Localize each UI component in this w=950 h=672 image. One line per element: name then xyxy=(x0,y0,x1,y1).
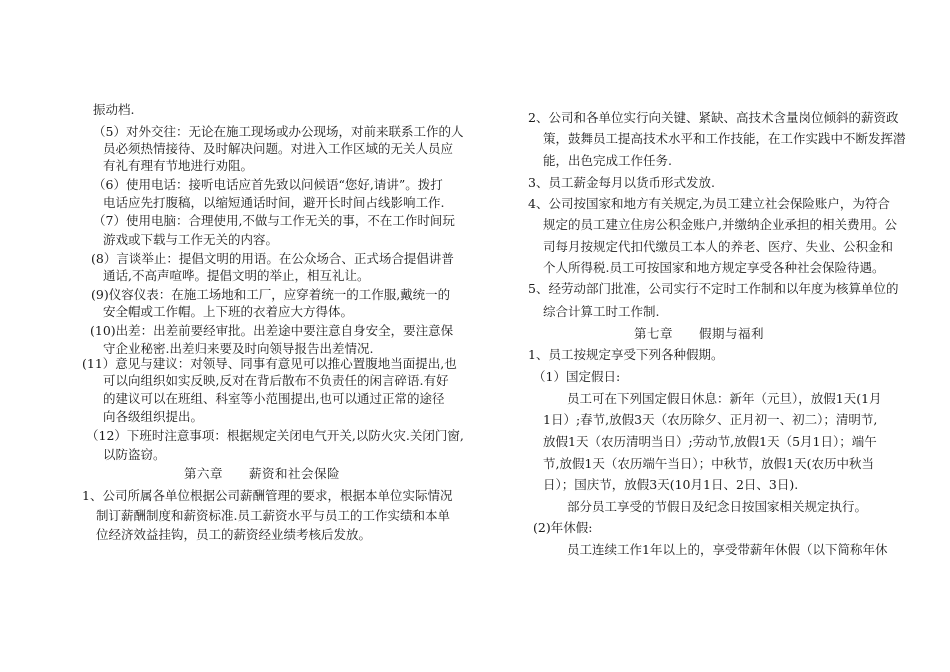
text-line: 能，出色完成工作任务. xyxy=(543,153,672,168)
chapter-heading: 第六章 薪资和社会保险 xyxy=(184,466,341,481)
text-line: (2)年休假: xyxy=(533,520,593,535)
text-line: 员工连续工作1年以上的，享受带薪年休假（以下简称年休 xyxy=(567,542,888,557)
text-line: 个人所得税.员工可按国家和地方规定享受各种社会保险待遇。 xyxy=(543,260,885,275)
text-line: 1日）;春节,放假3天（农历除夕、正月初一、初二）；清明节, xyxy=(543,412,878,427)
text-line: 员工可在下列国定假日休息：新年（元旦），放假1天(1月 xyxy=(567,391,882,406)
text-line: 1、员工按规定享受下列各种假期。 xyxy=(528,347,724,362)
text-line: 放假1天（农历清明当日）;劳动节,放假1天（5月1日）；端午 xyxy=(543,434,877,449)
text-line: 向各级组织提出。 xyxy=(103,409,204,424)
text-line: (10)出差：出差前要经审批。出差途中要注意自身安全，要注意保 xyxy=(90,323,454,338)
text-line: 位经济效益挂钩，员工的薪资经业绩考核后发放。 xyxy=(96,527,372,542)
text-line: （12）下班时注意事项：根据规定关闭电气开关,以防火灾.关闭门窗, xyxy=(86,428,464,443)
text-line: （5）对外交往：无论在施工现场或办公现场，对前来联系工作的人 xyxy=(93,124,464,139)
text-line: 安全帽或工作帽。上下班的衣着应大方得体。 xyxy=(103,304,354,319)
text-line: 部分员工享受的节假日及纪念日按国家相关规定执行。 xyxy=(567,499,868,514)
text-line: 电话应先打腹稿，以缩短通话时间，避开长时间占线影响工作. xyxy=(103,195,445,210)
text-line: 有礼有理有节地进行劝阻。 xyxy=(103,158,254,173)
text-line: 2、公司和各单位实行向关键、紧缺、高技术含量岗位倾斜的薪资政 xyxy=(528,110,899,125)
text-line: （7）使用电脑：合理使用,不做与工作无关的事，不在工作时间玩 xyxy=(93,213,455,228)
text-line: (9)仪容仪表：在施工场地和工厂，应穿着统一的工作服,戴统一的 xyxy=(91,287,451,302)
text-line: 员必须热情接待、及时解决问题。对进入工作区域的无关人员应 xyxy=(103,141,454,156)
text-line: (8）言谈举止：提倡文明的用语。在公众场合、正式场合提倡讲普 xyxy=(91,251,454,266)
text-line: 可以向组织如实反映,反对在背后散布不负责任的闲言碎语.有好 xyxy=(103,373,449,388)
text-line: 策，鼓舞员工提高技术水平和工作技能，在工作实践中不断发挥潜 xyxy=(543,131,906,146)
text-line: (11）意见与建议：对领导、同事有意见可以推心置腹地当面提出,也 xyxy=(82,356,457,371)
text-line: 振动档. xyxy=(93,102,135,117)
text-line: 通话,不高声喧哗。提倡文明的举止，相互礼让。 xyxy=(103,268,370,283)
text-line: 司每月按规定代扣代缴员工本人的养老、医疗、失业、公积金和 xyxy=(543,239,894,254)
text-line: 综合计算工时工作制. xyxy=(543,304,660,319)
text-line: 3、员工薪金每月以货币形式发放. xyxy=(528,175,715,190)
chapter-heading: 第七章 假期与福利 xyxy=(634,326,765,341)
text-line: 4、公司按国家和地方有关规定,为员工建立社会保险账户，为符合 xyxy=(528,196,890,211)
text-line: 日）；国庆节，放假3天(10月1日、2日、3日). xyxy=(543,477,799,492)
text-line: 以防盗窃。 xyxy=(103,447,166,462)
text-line: 的建议可以在班组、科室等小范围提出,也可以通过正常的途径 xyxy=(103,391,445,406)
text-line: 1、公司所属各单位根据公司薪酬管理的要求，根据本单位实际情况 xyxy=(82,488,453,503)
text-line: 规定的员工建立住房公积金账户,并缴纳企业承担的相关费用。公 xyxy=(543,217,897,232)
text-line: 游戏或下载与工作无关的内容。 xyxy=(103,232,279,247)
text-line: （6）使用电话：接听电话应首先致以问候语“您好,请讲”。拨打 xyxy=(93,177,443,192)
text-line: （1）国定假日: xyxy=(533,369,621,384)
text-line: 制订薪酬制度和薪资标准.员工薪资水平与员工的工作实绩和本单 xyxy=(96,508,450,523)
text-line: 节,放假1天（农历端午当日）；中秋节，放假1天(农历中秋当 xyxy=(543,456,875,471)
text-line: 5、经劳动部门批准，公司实行不定时工作制和以年度为核算单位的 xyxy=(528,281,899,296)
text-line: 守企业秘密.出差归来要及时向领导报告出差情况. xyxy=(103,341,374,356)
